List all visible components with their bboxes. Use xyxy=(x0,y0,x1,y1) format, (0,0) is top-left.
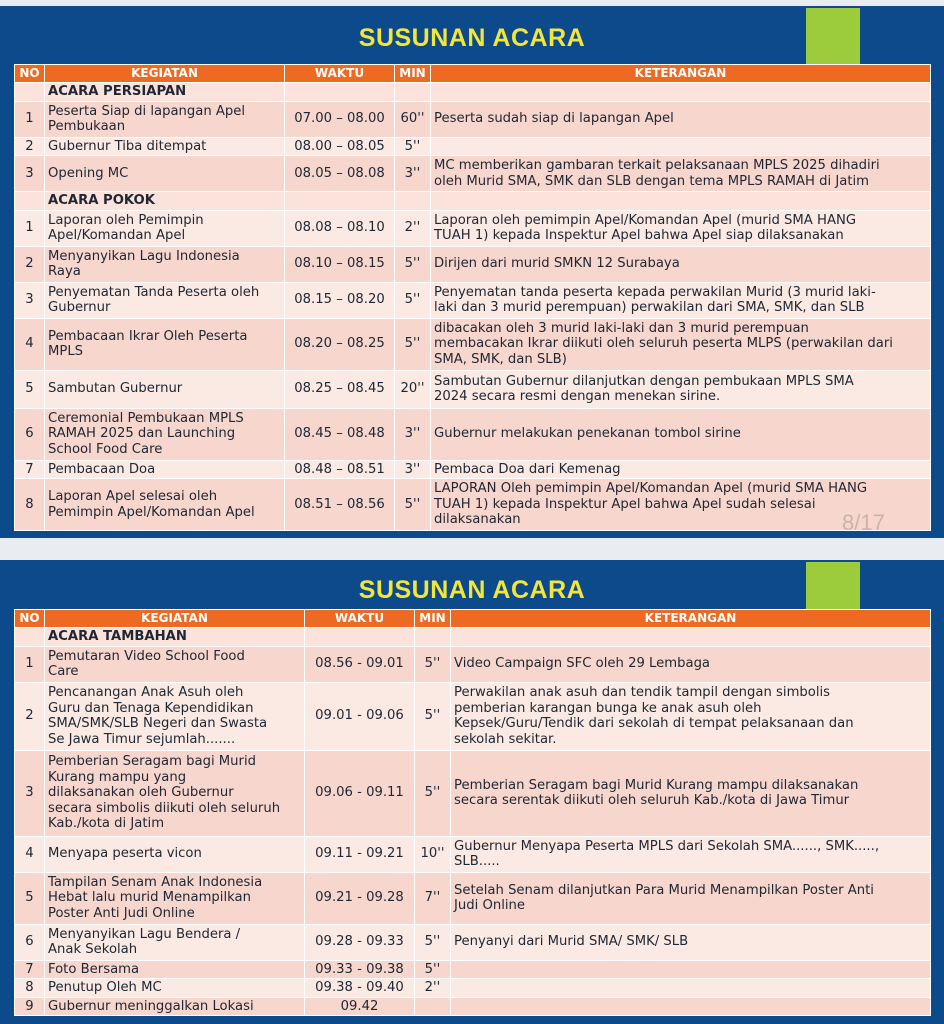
cell-keterangan: MC memberikan gambaran terkait pelaksanaan MPLS 2025 dihadiri oleh Murid SMA, SMK dan SLB dengan tema MPLS RAMAH di Jatim xyxy=(431,156,931,192)
cell-min: 5'' xyxy=(395,282,431,318)
cell-kegiatan: Laporan oleh Pemimpin Apel/Komandan Apel xyxy=(45,210,285,246)
cell-keterangan: Laporan oleh pemimpin Apel/Komandan Apel (murid SMA HANG TUAH 1) kepada Inspektur Apel bahwa Apel siap dilaksanakan xyxy=(431,210,931,246)
cell-keterangan: Pembaca Doa dari Kemenag xyxy=(431,460,931,479)
cell-min: 2'' xyxy=(415,979,451,998)
cell-waktu: 08.45 – 08.48 xyxy=(285,408,395,460)
cell-waktu: 09.42 xyxy=(305,997,415,1016)
cell-kegiatan: Menyanyikan Lagu Indonesia Raya xyxy=(45,246,285,282)
cell-waktu: 08.10 – 08.15 xyxy=(285,246,395,282)
cell-no: 8 xyxy=(15,979,45,998)
cell-no: 3 xyxy=(15,750,45,836)
table-row xyxy=(15,646,931,682)
cell-min xyxy=(415,997,451,1016)
table-row xyxy=(15,101,931,137)
cell-kegiatan: Foto Bersama xyxy=(45,960,305,979)
section-row xyxy=(15,628,931,647)
cell-no: 3 xyxy=(15,156,45,192)
cell-keterangan: Pemberian Seragam bagi Murid Kurang mampu dilaksanakan secara serentak diikuti oleh seluruh Kab./kota di Jawa Timur xyxy=(451,750,931,836)
table-row xyxy=(15,872,931,924)
cell-kegiatan: Menyapa peserta vicon xyxy=(45,836,305,872)
cell-waktu: 09.38 - 09.40 xyxy=(305,979,415,998)
cell-no: 2 xyxy=(15,137,45,156)
cell-keterangan xyxy=(451,997,931,1016)
cell-min: 7'' xyxy=(415,872,451,924)
cell-keterangan: Video Campaign SFC oleh 29 Lembaga xyxy=(451,646,931,682)
cell-kegiatan: Pemberian Seragam bagi Murid Kurang mampu yang dilaksanakan oleh Gubernur secara simbolis diikuti oleh seluruh Kab./kota di Jatim xyxy=(45,750,305,836)
cell-min: 5'' xyxy=(415,960,451,979)
cell-kegiatan: Menyanyikan Lagu Bendera / Anak Sekolah xyxy=(45,924,305,960)
cell-no: 6 xyxy=(15,408,45,460)
table-row xyxy=(15,210,931,246)
section-row xyxy=(15,192,931,211)
table-row xyxy=(15,479,931,531)
cell-waktu: 08.20 – 08.25 xyxy=(285,318,395,370)
cell-min: 10'' xyxy=(415,836,451,872)
cell-waktu: 08.15 – 08.20 xyxy=(285,282,395,318)
section-title: ACARA TAMBAHAN xyxy=(45,628,305,647)
cell-kegiatan: Penutup Oleh MC xyxy=(45,979,305,998)
cell-min: 5'' xyxy=(415,682,451,750)
cell-waktu: 09.11 - 09.21 xyxy=(305,836,415,872)
header-min: MIN xyxy=(395,65,431,83)
cell-kegiatan: Peserta Siap di lapangan Apel Pembukaan xyxy=(45,101,285,137)
cell-no: 8 xyxy=(15,479,45,531)
table-row xyxy=(15,979,931,998)
cell-keterangan xyxy=(451,960,931,979)
cell-kegiatan: Pemutaran Video School Food Care xyxy=(45,646,305,682)
header-keterangan: KETERANGAN xyxy=(431,65,931,83)
cell-kegiatan: Pembacaan Doa xyxy=(45,460,285,479)
table-row xyxy=(15,836,931,872)
cell-no: 1 xyxy=(15,646,45,682)
schedule-table xyxy=(14,609,931,1016)
section-row xyxy=(15,83,931,102)
table-row xyxy=(15,997,931,1016)
cell-min: 5'' xyxy=(395,318,431,370)
cell-waktu: 09.06 - 09.11 xyxy=(305,750,415,836)
cell-kegiatan: Gubernur Tiba ditempat xyxy=(45,137,285,156)
cell-no: 6 xyxy=(15,924,45,960)
header-kegiatan: KEGIATAN xyxy=(45,610,305,628)
cell-min: 3'' xyxy=(395,156,431,192)
page-number: 8/17 xyxy=(842,510,885,535)
cell-keterangan: Penyanyi dari Murid SMA/ SMK/ SLB xyxy=(451,924,931,960)
cell-keterangan: Gubernur Menyapa Peserta MPLS dari Sekolah SMA......, SMK....., SLB..... xyxy=(451,836,931,872)
section-title: ACARA POKOK xyxy=(45,192,285,211)
cell-waktu: 08.51 – 08.56 xyxy=(285,479,395,531)
cell-no: 7 xyxy=(15,960,45,979)
table-row xyxy=(15,318,931,370)
table-row xyxy=(15,282,931,318)
cell-no: 5 xyxy=(15,370,45,408)
table-row xyxy=(15,460,931,479)
header-keterangan: KETERANGAN xyxy=(451,610,931,628)
table-header-row xyxy=(15,610,931,628)
cell-waktu: 09.01 - 09.06 xyxy=(305,682,415,750)
cell-waktu: 08.00 – 08.05 xyxy=(285,137,395,156)
cell-kegiatan: Ceremonial Pembukaan MPLS RAMAH 2025 dan Launching School Food Care xyxy=(45,408,285,460)
cell-keterangan xyxy=(431,137,931,156)
cell-min: 5'' xyxy=(395,246,431,282)
cell-no: 2 xyxy=(15,682,45,750)
cell-no: 3 xyxy=(15,282,45,318)
cell-min: 60'' xyxy=(395,101,431,137)
table-row xyxy=(15,370,931,408)
cell-waktu: 08.48 – 08.51 xyxy=(285,460,395,479)
cell-min: 5'' xyxy=(415,646,451,682)
table-row xyxy=(15,246,931,282)
cell-min: 20'' xyxy=(395,370,431,408)
cell-kegiatan: Opening MC xyxy=(45,156,285,192)
cell-min: 5'' xyxy=(415,924,451,960)
cell-kegiatan: Gubernur meninggalkan Lokasi xyxy=(45,997,305,1016)
panel-title: SUSUNAN ACARA xyxy=(358,576,586,604)
cell-waktu: 09.21 - 09.28 xyxy=(305,872,415,924)
cell-keterangan: dibacakan oleh 3 murid laki-laki dan 3 murid perempuan membacakan Ikrar diikuti oleh seluruh peserta MLPS (perwakilan dari SMA, SMK, dan SLB) xyxy=(431,318,931,370)
cell-kegiatan: Pencanangan Anak Asuh oleh Guru dan Tenaga Kependidikan SMA/SMK/SLB Negeri dan Swasta Se Jawa Timur sejumlah....... xyxy=(45,682,305,750)
cell-waktu: 08.56 - 09.01 xyxy=(305,646,415,682)
cell-keterangan: Perwakilan anak asuh dan tendik tampil dengan simbolis pemberian karangan bunga ke anak asuh oleh Kepsek/Guru/Tendik dari sekolah di tempat pelaksanaan dan sekolah sekitar. xyxy=(451,682,931,750)
cell-waktu: 08.05 – 08.08 xyxy=(285,156,395,192)
cell-kegiatan: Laporan Apel selesai oleh Pemimpin Apel/Komandan Apel xyxy=(45,479,285,531)
section-title: ACARA PERSIAPAN xyxy=(45,83,285,102)
table-row xyxy=(15,924,931,960)
cell-no: 1 xyxy=(15,101,45,137)
table-row xyxy=(15,156,931,192)
schedule-panel-2 xyxy=(0,560,944,1024)
cell-keterangan: Dirijen dari murid SMKN 12 Surabaya xyxy=(431,246,931,282)
cell-min: 5'' xyxy=(395,479,431,531)
panel-title: SUSUNAN ACARA xyxy=(358,24,586,52)
cell-kegiatan: Penyematan Tanda Peserta oleh Gubernur xyxy=(45,282,285,318)
header-no: NO xyxy=(15,65,45,83)
table-row xyxy=(15,137,931,156)
cell-no: 5 xyxy=(15,872,45,924)
header-no: NO xyxy=(15,610,45,628)
header-waktu: WAKTU xyxy=(305,610,415,628)
cell-min: 2'' xyxy=(395,210,431,246)
cell-keterangan: Sambutan Gubernur dilanjutkan dengan pembukaan MPLS SMA 2024 secara resmi dengan menekan sirine. xyxy=(431,370,931,408)
header-kegiatan: KEGIATAN xyxy=(45,65,285,83)
table-row xyxy=(15,408,931,460)
cell-waktu: 08.25 – 08.45 xyxy=(285,370,395,408)
table-row xyxy=(15,960,931,979)
cell-no: 7 xyxy=(15,460,45,479)
cell-waktu: 07.00 – 08.00 xyxy=(285,101,395,137)
cell-keterangan: Gubernur melakukan penekanan tombol sirine xyxy=(431,408,931,460)
cell-kegiatan: Tampilan Senam Anak Indonesia Hebat lalu murid Menampilkan Poster Anti Judi Online xyxy=(45,872,305,924)
cell-kegiatan: Sambutan Gubernur xyxy=(45,370,285,408)
cell-no: 4 xyxy=(15,318,45,370)
cell-min: 5'' xyxy=(415,750,451,836)
cell-min: 5'' xyxy=(395,137,431,156)
header-waktu: WAKTU xyxy=(285,65,395,83)
cell-keterangan: Setelah Senam dilanjutkan Para Murid Menampilkan Poster Anti Judi Online xyxy=(451,872,931,924)
cell-min: 3'' xyxy=(395,460,431,479)
cell-waktu: 08.08 – 08.10 xyxy=(285,210,395,246)
cell-keterangan: Penyematan tanda peserta kepada perwakilan Murid (3 murid laki- laki dan 3 murid perempuan) perwakilan dari SMA, SMK, dan SLB xyxy=(431,282,931,318)
table-row xyxy=(15,682,931,750)
cell-min: 3'' xyxy=(395,408,431,460)
cell-no: 4 xyxy=(15,836,45,872)
cell-no: 1 xyxy=(15,210,45,246)
cell-no: 9 xyxy=(15,997,45,1016)
cell-waktu: 09.33 - 09.38 xyxy=(305,960,415,979)
cell-keterangan: Peserta sudah siap di lapangan Apel xyxy=(431,101,931,137)
header-min: MIN xyxy=(415,610,451,628)
schedule-panel-1 xyxy=(0,6,944,538)
cell-waktu: 09.28 - 09.33 xyxy=(305,924,415,960)
table-header-row xyxy=(15,65,931,83)
cell-keterangan: LAPORAN Oleh pemimpin Apel/Komandan Apel (murid SMA HANG TUAH 1) kepada Inspektur Apel bahwa Apel sudah selesai dilaksanakan xyxy=(431,479,931,531)
cell-keterangan xyxy=(451,979,931,998)
table-row xyxy=(15,750,931,836)
schedule-table xyxy=(14,64,931,531)
cell-no: 2 xyxy=(15,246,45,282)
cell-kegiatan: Pembacaan Ikrar Oleh Peserta MPLS xyxy=(45,318,285,370)
